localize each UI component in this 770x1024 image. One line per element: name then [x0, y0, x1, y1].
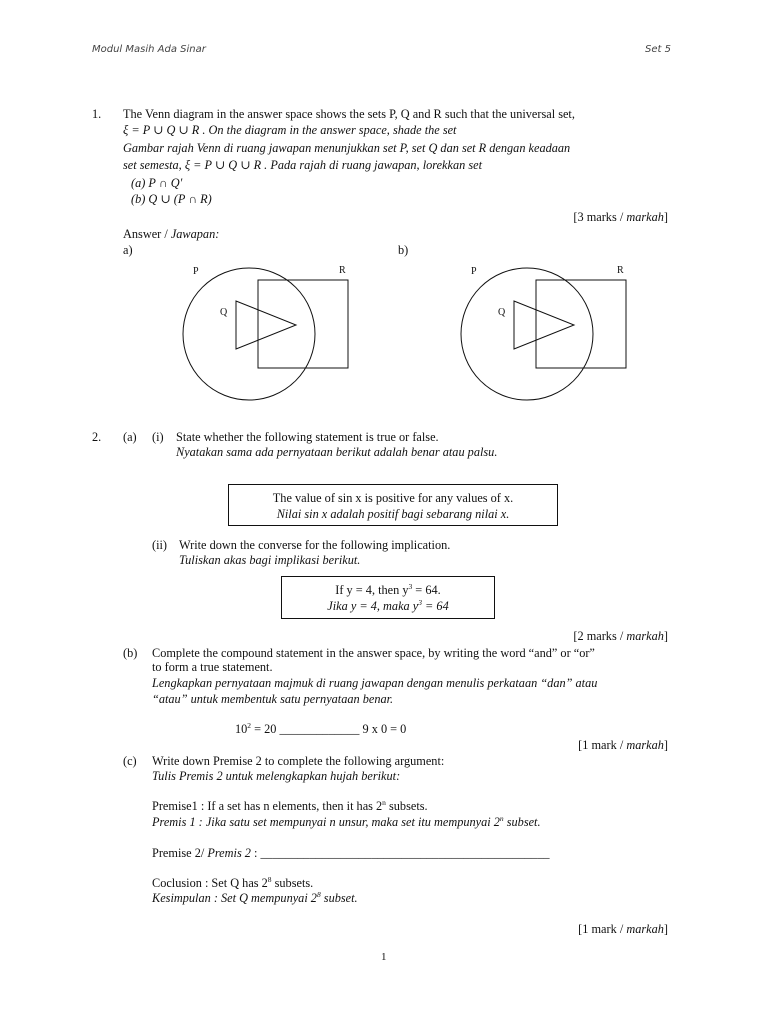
premise-1-ms: Premis 1 : Jika satu set mempunyai n unsur, maka set itu mempunyai 2$^n$ subset.	[152, 814, 541, 829]
q2-a-label: (a)	[123, 430, 137, 444]
q2-aii-instruction: Write down the converse for the following implication.	[179, 538, 451, 552]
q2-c-instruction: Write down Premise 2 to complete the following argument:	[152, 754, 445, 768]
implication-box	[281, 576, 495, 619]
running-header-title: Modul Masih Ada Sinar	[92, 44, 206, 55]
q2-ai-label: (i)	[152, 430, 164, 444]
statement-box-1	[228, 484, 558, 526]
q1-answer-label: Answer / Jawapan:	[123, 227, 220, 241]
premise-1: Premise1 : If a set has n elements, then it has 2$^n$ subsets.	[152, 798, 428, 813]
q2-aii-instruction-ms: Tuliskan akas bagi implikasi berikut.	[179, 553, 361, 567]
label-set-r: R	[339, 265, 346, 276]
q1-marks: [3 marks / markah]	[573, 210, 668, 224]
q1-line4: set semesta, ξ = P ∪ Q ∪ R . Pada rajah di ruang jawapan, lorekkan set	[123, 158, 482, 172]
q2-number: 2.	[92, 430, 102, 444]
q1-line2: ξ = P ∪ Q ∪ R . On the diagram in the answer space, shade the set	[123, 123, 457, 137]
q2-c-instruction-ms: Tulis Premis 2 untuk melengkapkan hujah berikut:	[152, 769, 401, 783]
q1-part-b: (b) Q ∪ (P ∩ R)	[131, 192, 212, 206]
q1-label-b: b)	[398, 243, 409, 257]
page-number: 1	[381, 951, 387, 963]
q2-ai-instruction: State whether the following statement is true or false.	[176, 430, 439, 444]
conclusion-ms: Kesimpulan : Set Q mempunyai $2^8$ subset.	[152, 890, 358, 905]
label-set-p: P	[471, 266, 477, 277]
q1-part-a: (a) P ∩ Q′	[131, 176, 183, 190]
q2b-marks: [1 mark / markah]	[578, 738, 668, 752]
q1-label-a: a)	[123, 243, 133, 257]
q2-aii-label: (ii)	[152, 538, 168, 552]
q2a-marks: [2 marks / markah]	[573, 629, 668, 643]
implication-en: If y = 4, then $y^3 = 64$.	[335, 582, 441, 597]
statement-1-en: The value of sin x is positive for any values of x.	[272, 491, 514, 505]
q2-ai-instruction-ms: Nyatakan sama ada pernyataan berikut adalah benar atau palsu.	[176, 445, 498, 459]
label-set-q: Q	[498, 307, 506, 318]
compound-statement-blank[interactable]: $10^2 = 20$ _____________ 9 x 0 = 0	[235, 721, 407, 736]
q2-b-instruction-ms-2: “atau” untuk membentuk satu pernyataan benar.	[152, 692, 394, 706]
label-set-r: R	[617, 265, 624, 276]
q1-line1: The Venn diagram in the answer space shows the sets P, Q and R such that the universal set,	[123, 107, 575, 121]
q2-b-instruction-1: Complete the compound statement in the answer space, by writing the word “and” or “or”	[152, 646, 595, 660]
q1-line3: Gambar rajah Venn di ruang jawapan menunjukkan set P, set Q dan set R dengan keadaan	[123, 141, 571, 155]
statement-1-ms: Nilai sin x adalah positif bagi sebarang nilai x.	[276, 507, 510, 521]
q2-c-label: (c)	[123, 754, 137, 768]
conclusion: Coclusion : Set Q has $2^8$ subsets.	[152, 875, 314, 890]
label-set-q: Q	[220, 307, 228, 318]
q2-b-label: (b)	[123, 646, 138, 660]
q2c-marks: [1 mark / markah]	[578, 922, 668, 936]
label-set-p: P	[193, 266, 199, 277]
implication-ms: Jika y = 4, maka $y^3 = 64$	[327, 598, 449, 613]
premise-2-blank[interactable]: Premise 2/ Premis 2 : _______________________________________________	[152, 846, 550, 860]
venn-diagram-a	[180, 258, 360, 408]
running-header-set: Set 5	[645, 44, 671, 55]
q2-b-instruction-2: to form a true statement.	[152, 660, 273, 674]
q1-number: 1.	[92, 107, 102, 121]
q2-b-instruction-ms-1: Lengkapkan pernyataan majmuk di ruang jawapan dengan menulis perkataan “dan” atau	[152, 676, 598, 690]
venn-diagram-b	[458, 258, 638, 408]
